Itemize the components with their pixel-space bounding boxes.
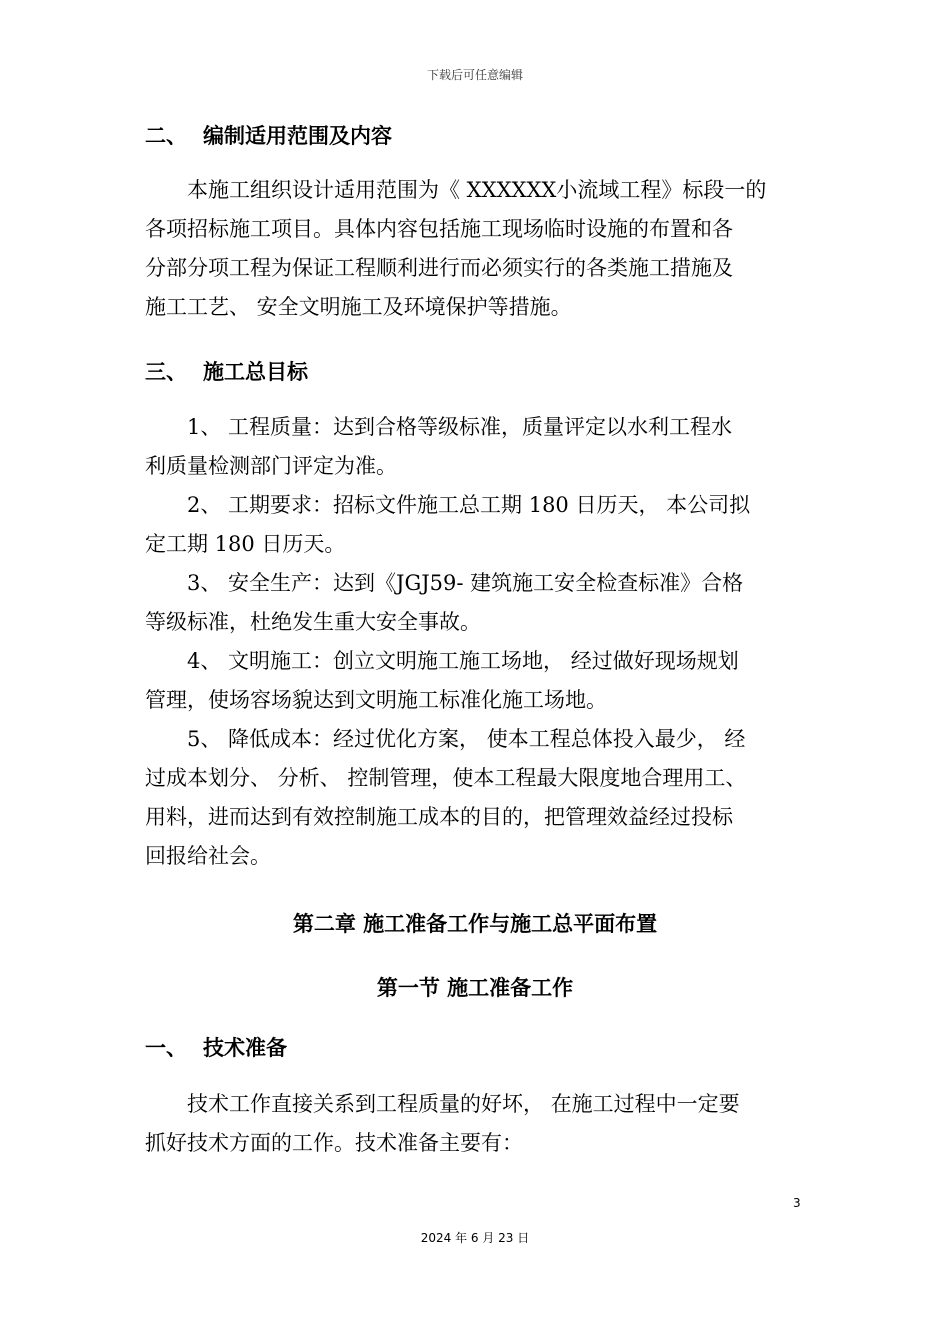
paragraph-line: 管理，使场容场貌达到文明施工标准化施工场地。 [145,688,607,712]
paragraph-line: 各项招标施工项目。具体内容包括施工现场临时设施的布置和各 [145,217,733,241]
section-number: 三、 [145,360,187,384]
paragraph-line: 等级标准，杜绝发生重大安全事故。 [145,610,481,634]
chapter-title: 第二章 施工准备工作与施工总平面布置 [292,912,658,936]
paragraph-line: 定工期 180 日历天。 [145,532,346,556]
paragraph-line: 利质量检测部门评定为准。 [145,454,397,478]
page-number: 3 [793,1196,801,1210]
section-heading-scope [145,120,392,150]
paragraph-line: 过成本划分、 分析、 控制管理，使本工程最大限度地合理用工、 [145,766,747,790]
section-number: 二、 [145,124,187,148]
header-note: 下载后可任意编辑 [426,68,523,82]
section-title-centered: 第一节 施工准备工作 [376,976,574,1000]
section-title: 编制适用范围及内容 [203,124,392,148]
paragraph-line: 本施工组织设计适用范围为《 XXXXXX小流域工程》标段一的 [187,178,767,202]
footer-date: 2024 年 6 月 23 日 [420,1231,530,1245]
section-title: 施工总目标 [203,360,308,384]
paragraph-line: 技术工作直接关系到工程质量的好坏， 在施工过程中一定要 [187,1092,740,1116]
paragraph-line: 施工工艺、 安全文明施工及环境保护等措施。 [145,295,572,319]
section-number: 一、 [145,1036,187,1060]
section-title: 技术准备 [203,1036,287,1060]
section-heading-goals [145,356,308,386]
paragraph-line: 2、 工期要求：招标文件施工总工期 180 日历天， 本公司拟 [187,493,751,517]
paragraph-line: 3、 安全生产：达到《JGJ59- 建筑施工安全检查标准》合格 [187,571,744,595]
section-heading-tech [145,1032,287,1062]
paragraph-line: 回报给社会。 [145,844,271,868]
paragraph-line: 5、 降低成本：经过优化方案， 使本工程总体投入最少， 经 [187,727,746,751]
paragraph-line: 1、 工程质量：达到合格等级标准，质量评定以水利工程水 [187,415,733,439]
paragraph-line: 用料，进而达到有效控制施工成本的目的，把管理效益经过投标 [145,805,733,829]
paragraph-line: 分部分项工程为保证工程顺利进行而必须实行的各类施工措施及 [145,256,733,280]
paragraph-line: 抓好技术方面的工作。技术准备主要有： [145,1131,523,1155]
paragraph-line: 4、 文明施工：创立文明施工施工场地， 经过做好现场规划 [187,649,739,673]
